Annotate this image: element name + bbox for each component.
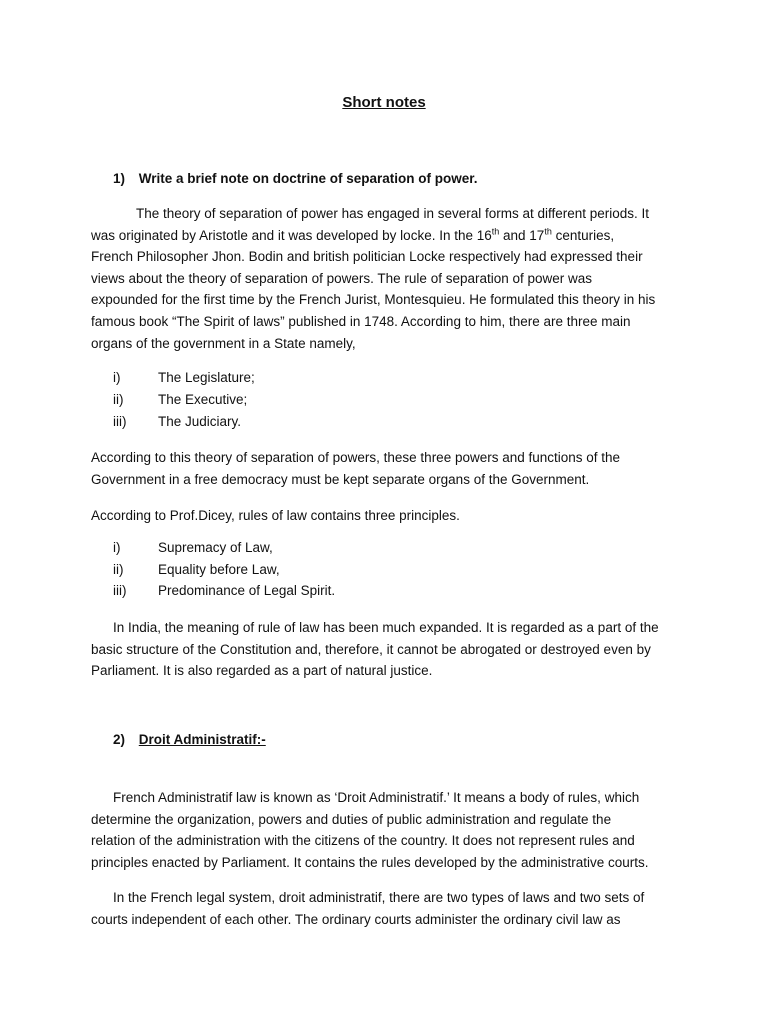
q1-paragraph-3: According to Prof.Dicey, rules of law contains three principles. xyxy=(91,508,460,523)
question-1-text: Write a brief note on doctrine of separation of power. xyxy=(138,171,478,186)
q1-p1-line-4: views about the theory of separation of powers. The rule of separation of power was xyxy=(91,270,593,286)
q1-paragraph-2: According to this theory of separation of powers, these three powers and functions of the Government in a free democracy must be kept separate organs of the Government. xyxy=(91,450,621,487)
question-1-heading xyxy=(113,171,478,186)
document-page: Short notes 1) Write a brief note on doctrine of separation of power. The theory of separation of power has engaged in several forms at different periods. It was originated by Aristotle and it was developed by locke. In the 16th and 17th centuries, French Philosopher Jhon. Bodin and british politician Locke respectively had expressed their views about the theory of separation of powers. The rule of separation of power was expounded for the first time by the French Jurist, Montesquieu. He formulated this theory in his famous book “The Spirit of laws” published in 1748. According to him, there are three main organs of the government in a State namely, i) The Legislature; ii) The Executive; iii) The Judiciary. According to this theory of separation of powers, these three powers and functions of the Government in a free democracy must be kept separate organs of the Government. According to Prof.Dicey, rules of law contains three principles. i) Supremacy of Law, ii) Equality before Law, iii) Predominance of Legal Spirit. In India, the meaning of rule of law has been much expanded. It is regarded as a part of the basic structure of the Constitution and, therefore, it cannot be abrogated or destroyed even by Parliament. It is also regarded as a part of natural justice. 2) Droit Administratif:- French Administratif law is known as ‘Droit Administratif.’ It means a body of rules, which determine the organization, powers and duties of public administration and regulate the relation of the administration with the citizens of the country. It does not represent rules and principles enacted by Parliament. It contains the rules developed by the administrative courts. In the French legal system, droit administratif, there are two types of laws and two sets of courts independent of each other. The ordinary courts administer the ordinary civil law as xyxy=(0,0,768,1024)
question-1-number: 1) xyxy=(113,171,126,186)
page-title: Short notes xyxy=(342,94,426,111)
q1-p1-line-2: was originated by Aristotle and it was developed by locke. In the 16th and 17th centuries, xyxy=(91,226,615,243)
q1-paragraph-4: In India, the meaning of rule of law has been much expanded. It is regarded as a part of the basic structure of the Constitution and, therefore, it cannot be abrogated or destroyed even by Parliament. It is also regarded as a part of natural justice. xyxy=(91,620,659,679)
question-2-number: 2) xyxy=(113,732,126,747)
question-2-heading xyxy=(113,732,266,747)
q1-p1-line-5: expounded for the first time by the French Jurist, Montesquieu. He formulated this theory in his xyxy=(91,292,656,308)
q2-paragraph-1: French Administratif law is known as ‘Droit Administratif.’ It means a body of rules, which determine the organization, powers and duties of public administration and regulate the relation of the administration with the citizens of the country. It does not represent rules and principles enacted by Parliament. It contains the rules developed by the administrative courts. xyxy=(91,790,649,870)
q1-paragraph-1 xyxy=(91,203,655,354)
q1-p1-line-3: French Philosopher Jhon. Bodin and british politician Locke respectively had expressed their xyxy=(91,249,643,265)
question-2-text: Droit Administratif:- xyxy=(138,732,266,747)
q2-paragraph-2: In the French legal system, droit administratif, there are two types of laws and two sets of courts independent of each other. The ordinary courts administer the ordinary civil law as xyxy=(91,890,645,927)
q1-p1-line-6: famous book “The Spirit of laws” published in 1748. According to him, there are three main xyxy=(91,313,631,329)
q1-p1-line-7: organs of the government in a State namely, xyxy=(91,335,356,351)
q1-p1-line-1: The theory of separation of power has engaged in several forms at different periods. It xyxy=(136,206,650,221)
